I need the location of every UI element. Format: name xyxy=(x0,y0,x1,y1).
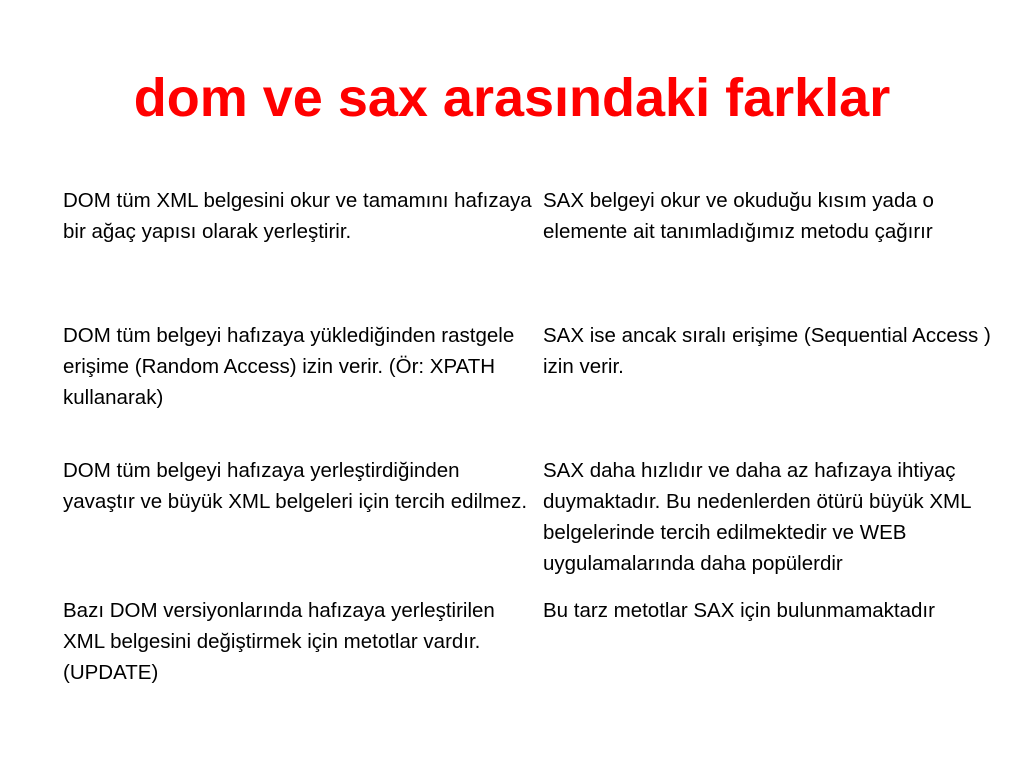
sax-cell xyxy=(533,595,1013,705)
sax-text: SAX ise ancak sıralı erişime (Sequential Access ) izin verir. xyxy=(543,324,991,378)
dom-text: Bazı DOM versiyonlarında hafızaya yerleştirilen XML belgesini değiştirmek için metotlar vardır. (UPDATE) xyxy=(63,599,495,684)
sax-text: SAX daha hızlıdır ve daha az hafızaya ihtiyaç duymaktadır. Bu nedenlerden ötürü büyük XML belgelerinde tercih edilmektedir ve WEB uygulamalarında daha popülerdir xyxy=(543,459,971,575)
dom-cell xyxy=(55,595,533,705)
comparison-table xyxy=(55,185,1013,705)
sax-text: Bu tarz metotlar SAX için bulunmamaktadır xyxy=(543,599,935,622)
sax-text: SAX belgeyi okur ve okuduğu kısım yada o elemente ait tanımladığımız metodu çağırır xyxy=(543,189,934,243)
dom-cell xyxy=(55,320,533,455)
table-row xyxy=(55,185,1013,320)
dom-text: DOM tüm belgeyi hafızaya yüklediğinden rastgele erişime (Random Access) izin verir. (Ör: XPATH kullanarak) xyxy=(63,324,515,409)
dom-text: DOM tüm belgeyi hafızaya yerleştirdiğinden yavaştır ve büyük XML belgeleri için tercih edilmez. xyxy=(63,459,528,513)
table-row xyxy=(55,455,1013,595)
dom-text: DOM tüm XML belgesini okur ve tamamını hafızaya bir ağaç yapısı olarak yerleştirir. xyxy=(63,189,532,243)
dom-cell xyxy=(55,185,533,320)
sax-cell xyxy=(533,320,1013,455)
sax-cell xyxy=(533,455,1013,595)
table-row xyxy=(55,320,1013,455)
sax-cell xyxy=(533,185,1013,320)
slide-title: dom ve sax arasındaki farklar xyxy=(133,68,891,128)
table-row xyxy=(55,595,1013,705)
dom-cell xyxy=(55,455,533,595)
